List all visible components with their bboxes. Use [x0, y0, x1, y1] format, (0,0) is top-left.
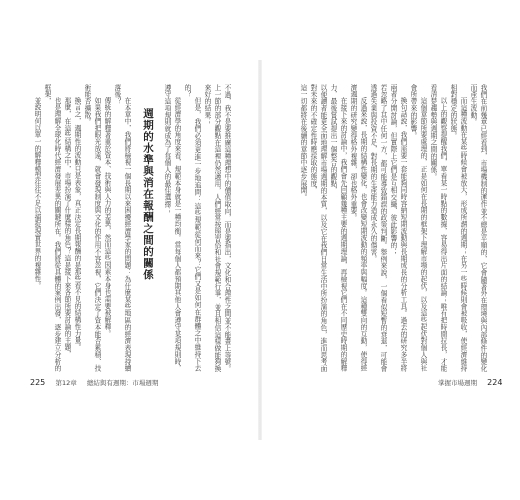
right-page: [262, 0, 520, 500]
paragraph: 而這種波動在某些時候會被放大，形成所謂的週期；在另一些時候則會被吸收，使經濟維持相對穩定的狀態。: [449, 84, 467, 372]
left-body-before-heading: [162, 84, 232, 372]
paragraph: 以便讀者能更全面地理解市場週期的本質，以及它在我們日常生活中所扮演的角色，進而思考面對未來的不確定性時應採取的態度，: [309, 84, 327, 372]
paragraph: 換句話說，我們需要一套能夠同時容納短期波動與長期成長的分析工具。過去的研究多半將兩者分開討論，但實際上它們是互相交織、彼此影響的；: [389, 84, 407, 372]
paragraph: 傳統的解釋著重於資本、技術與人力的差異，然而這些因素本身也需要被解釋。: [103, 97, 111, 338]
paragraph: 但是，我們必須更進一步地追問：這些規範從何而來？它們又是如何在群體之中維持下去的？: [183, 84, 201, 372]
paragraph: 這一切都將在後續的章節中逐步展開。: [299, 84, 307, 201]
paragraph: 也是理解全球化時代經濟發展差異的關鍵所在。我們將從具體的案例出發，逐步建立分析的框架，: [43, 84, 61, 372]
paragraph: 從經濟學的角度來看，規範本身就是一種均衡。當每個人都預期其他人會遵守某項規則時，遵守這項規則就成為了每個人的最佳選擇；: [163, 84, 181, 372]
paragraph: 不過，我不是要推廣這種理想中的價值取向，而是要指出，文化和合理性之間並不能畫上等號。上一節的部分觀點在這裡仍然適用，人們經常按照習俗和社會規範行事，並且相信這樣做能夠換來好的結果；: [203, 84, 231, 372]
right-footer: [438, 378, 502, 387]
running-title: 總結與有週期：市場週期: [86, 379, 159, 387]
page-number: 225: [30, 378, 46, 387]
right-body: [292, 84, 488, 372]
paragraph: 若忽略了其中任何一方，都可能導致錯誤的政策判斷。舉例來說，一個看似短暫的衰退，可能會透過失業與投資不足，對長期的生產能力造成永久的傷害。: [369, 84, 387, 372]
section-heading: 週期的水準與消在報酬之間的關係: [142, 108, 154, 281]
paragraph: 那麼，在這些結構之中，市場扮演了什麼樣的角色？這是接下來各節所要討論的主題，: [63, 97, 71, 358]
paragraph: 如果我們把眼光放遠，就會發現制度與文化的作用不容忽視，它們決定了資本能否累積、技術能否擴散。: [83, 84, 101, 372]
left-page: [0, 0, 258, 500]
paragraph: 並說明何以單一的解釋模型往往不足以捕捉現實世界的複雜性。: [33, 97, 41, 290]
running-title: 掌握市場週期: [438, 379, 477, 387]
paragraph: 在本章中，我們將檢視一個長期以來困擾經濟學家的問題：為什麼某些地區的經濟表現持續落後？: [113, 84, 131, 372]
paragraph: 以上的觀察提醒我們，單看某一時點的數據，容易得出片面的結論；唯有把時間拉長，才能看清楚趨勢與週期之間的關係。: [429, 84, 447, 372]
left-footer: [30, 378, 158, 387]
chapter-label: 第12章: [55, 379, 77, 387]
paragraph: 反過來說，長期的結構性變化，也會改變短期波動的頻率與幅度。這種雙向的互動，使得經濟週期的研究變得格外複雜，卻也格外重要。: [349, 84, 367, 372]
paragraph: 我們在前幾章已經看到，市場機制的運作並不總是平順的，它會隨著外在環境與內部條件的變化而產生波動。: [469, 84, 487, 372]
paragraph: 換言之，週期性的波動只是表象，真正決定長期報酬的是那些看不見的結構性力量。: [73, 97, 81, 351]
paragraph: 這個章節所要處理的，正是如何在長期的框架下理解市場的起伏，以及這些起伏對個人與社會所帶來的影響。: [409, 84, 427, 372]
paragraph: 在接下來的討論中，我們會先回顧幾種主要的週期理論，再檢視它們在不同歷史時期的解釋力，最後嘗試提出一個整合的觀點，: [329, 84, 347, 372]
left-body-after-heading: [32, 84, 132, 372]
page-number: 224: [487, 378, 503, 387]
